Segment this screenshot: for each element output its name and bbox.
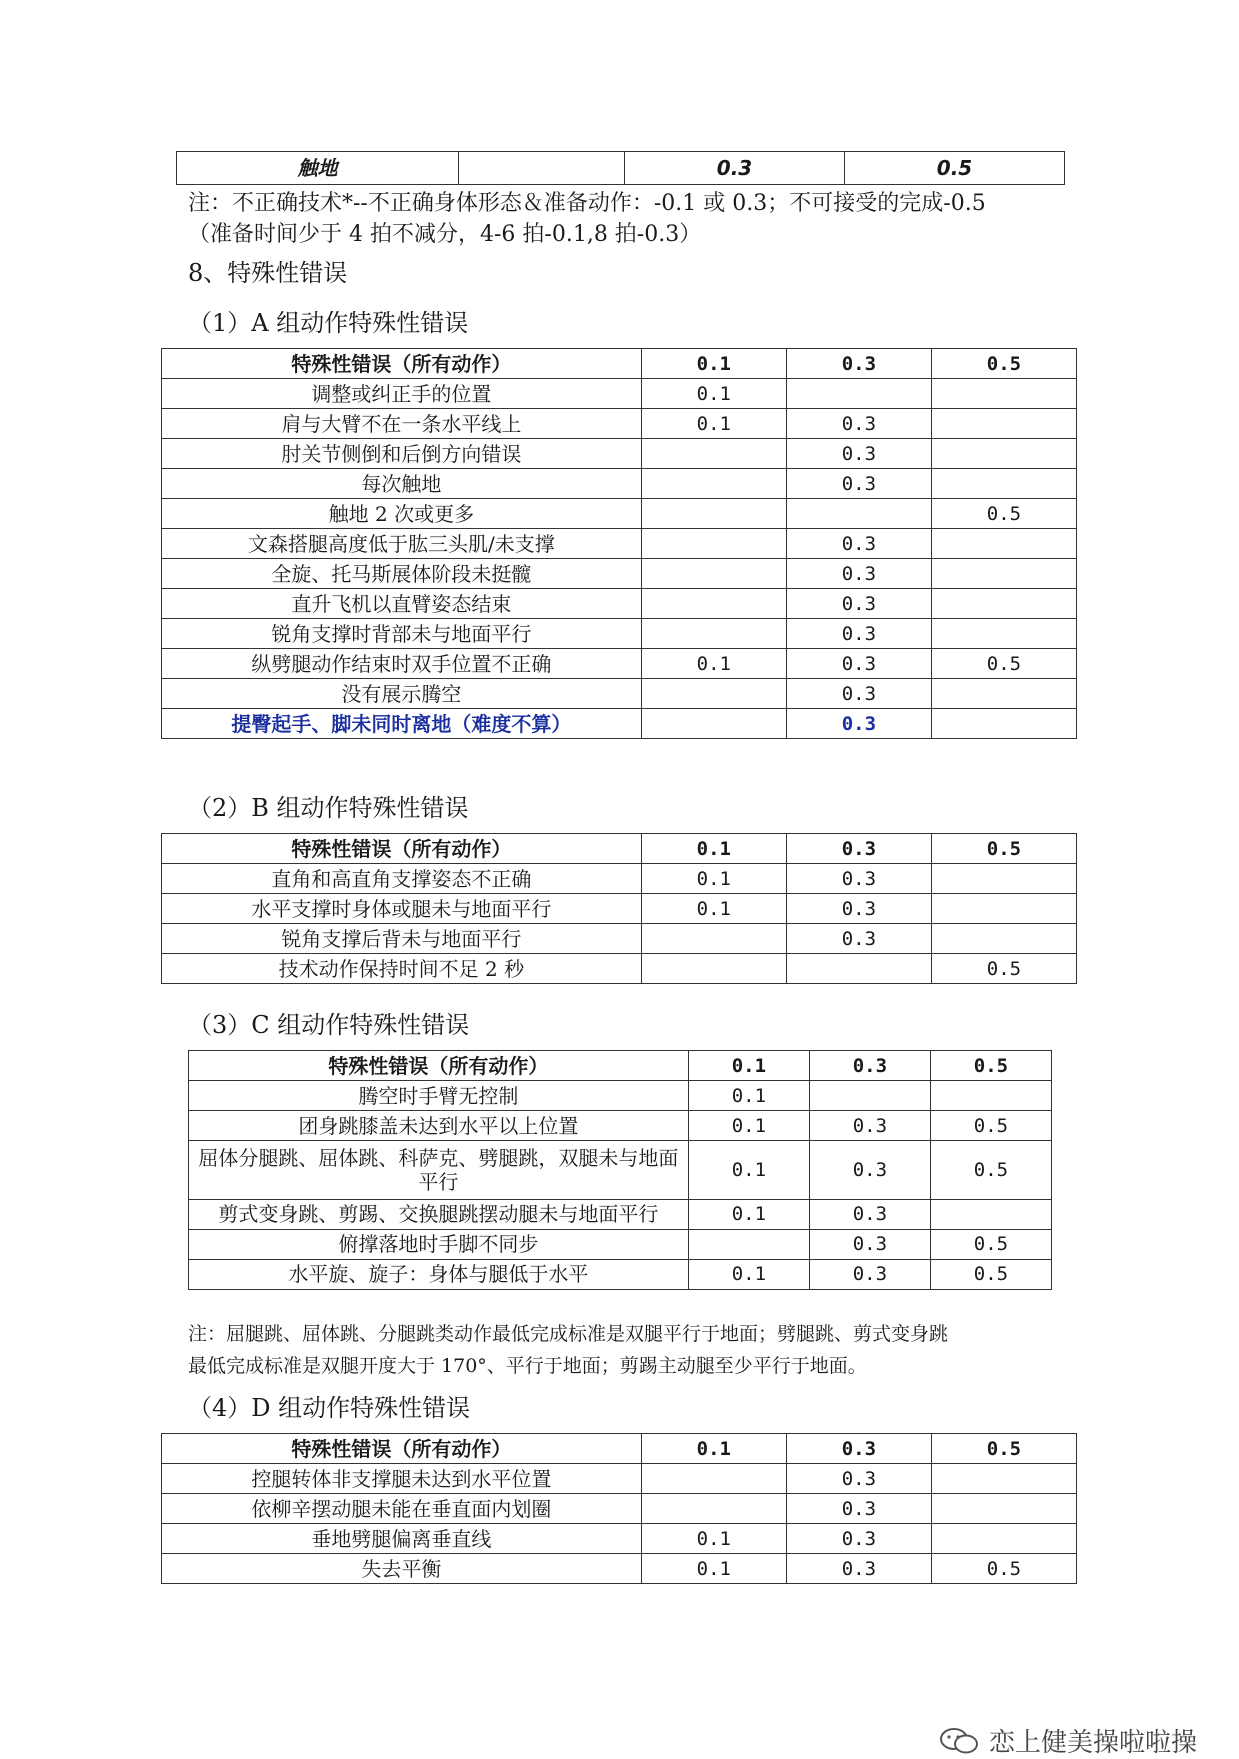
deduction-cell: [641, 924, 786, 954]
deduction-cell: [641, 619, 786, 649]
deduction-cell: [809, 1081, 930, 1111]
deduction-cell: [931, 589, 1076, 619]
table-header-row: [162, 349, 1077, 379]
deduction-cell: 0.1: [641, 1524, 786, 1554]
error-description-cell: 没有展示腾空: [162, 679, 642, 709]
error-description-cell: 调整或纠正手的位置: [162, 379, 642, 409]
top-cell-label: 触地: [177, 152, 459, 185]
header-cell-score: 0.5: [931, 1434, 1076, 1464]
deduction-cell: 0.1: [688, 1199, 809, 1229]
header-cell-score: 0.1: [641, 1434, 786, 1464]
deduction-cell: [931, 924, 1076, 954]
deduction-cell: 0.3: [786, 679, 931, 709]
deduction-cell: [931, 1524, 1076, 1554]
deduction-cell: [931, 529, 1076, 559]
deduction-cell: [641, 954, 786, 984]
header-cell-score: 0.3: [786, 1434, 931, 1464]
table-row: [189, 1111, 1052, 1141]
table-row: [189, 1259, 1052, 1289]
error-description-cell: 垂地劈腿偏离垂直线: [162, 1524, 642, 1554]
deduction-cell: 0.3: [786, 409, 931, 439]
error-description-cell: 肩与大臂不在一条水平线上: [162, 409, 642, 439]
deduction-cell: 0.1: [641, 1554, 786, 1584]
deduction-cell: 0.5: [931, 954, 1076, 984]
table-row: [162, 1524, 1077, 1554]
table-row: [162, 924, 1077, 954]
header-cell-score: 0.1: [641, 349, 786, 379]
header-cell-score: 0.3: [809, 1051, 930, 1081]
deduction-cell: [641, 1494, 786, 1524]
table-row: [162, 1464, 1077, 1494]
deduction-cell: [641, 679, 786, 709]
table-row: [162, 379, 1077, 409]
top-cell-value: 0.5: [845, 152, 1065, 185]
error-description-cell: 每次触地: [162, 469, 642, 499]
deduction-cell: 0.3: [809, 1111, 930, 1141]
error-description-cell: 锐角支撑后背未与地面平行: [162, 924, 642, 954]
deduction-cell: 0.1: [688, 1111, 809, 1141]
table-row: [162, 649, 1077, 679]
table-row: [177, 152, 1065, 185]
header-cell-score: 0.1: [641, 834, 786, 864]
error-description-cell: 纵劈腿动作结束时双手位置不正确: [162, 649, 642, 679]
table-row: [162, 529, 1077, 559]
error-description-cell: 触地 2 次或更多: [162, 499, 642, 529]
table-b-title: （2）B 组动作特殊性错误: [188, 794, 469, 822]
table-row: [189, 1199, 1052, 1229]
top-table: [176, 151, 1065, 185]
error-description-cell: 失去平衡: [162, 1554, 642, 1584]
deduction-cell: [931, 679, 1076, 709]
deduction-cell: 0.3: [786, 439, 931, 469]
header-cell-score: 0.5: [931, 834, 1076, 864]
deduction-cell: 0.3: [809, 1199, 930, 1229]
table-row: [162, 619, 1077, 649]
error-description-cell: 团身跳膝盖未达到水平以上位置: [189, 1111, 689, 1141]
deduction-cell: 0.5: [930, 1229, 1051, 1259]
deduction-cell: 0.3: [786, 709, 931, 739]
error-description-cell: 锐角支撑时背部未与地面平行: [162, 619, 642, 649]
watermark: [939, 1722, 1197, 1759]
table-b: [161, 833, 1077, 984]
deduction-cell: 0.3: [786, 589, 931, 619]
error-description-cell: 俯撑落地时手脚不同步: [189, 1229, 689, 1259]
deduction-cell: 0.1: [688, 1259, 809, 1289]
table-row: [189, 1229, 1052, 1259]
deduction-cell: 0.5: [931, 649, 1076, 679]
table-row: [162, 499, 1077, 529]
deduction-cell: [641, 469, 786, 499]
error-description-cell: 提臀起手、脚未同时离地（难度不算）: [162, 709, 642, 739]
deduction-cell: [931, 864, 1076, 894]
deduction-cell: 0.5: [931, 499, 1076, 529]
deduction-cell: 0.3: [786, 864, 931, 894]
deduction-cell: [641, 529, 786, 559]
table-row: [162, 439, 1077, 469]
top-cell-value: 0.3: [625, 152, 845, 185]
deduction-cell: [931, 559, 1076, 589]
header-cell-score: 0.5: [930, 1051, 1051, 1081]
watermark-text: 恋上健美操啦啦操: [988, 1728, 1197, 1758]
deduction-cell: 0.1: [688, 1081, 809, 1111]
deduction-cell: 0.3: [786, 1524, 931, 1554]
deduction-cell: 0.3: [786, 469, 931, 499]
table-row: [162, 589, 1077, 619]
table-row: [162, 1554, 1077, 1584]
deduction-cell: 0.5: [930, 1141, 1051, 1200]
deduction-cell: [786, 499, 931, 529]
deduction-cell: [641, 439, 786, 469]
deduction-cell: 0.3: [786, 1464, 931, 1494]
deduction-cell: [688, 1229, 809, 1259]
deduction-cell: [931, 379, 1076, 409]
table-header-row: [189, 1051, 1052, 1081]
deduction-cell: [641, 499, 786, 529]
table-a-title: （1）A 组动作特殊性错误: [188, 309, 469, 337]
deduction-cell: 0.1: [641, 409, 786, 439]
note-line: 注：不正确技术*--不正确身体形态＆准备动作：-0.1 或 0.3；不可接受的完成-0.5: [188, 191, 986, 216]
error-description-cell: 依柳辛摆动腿未能在垂直面内划圈: [162, 1494, 642, 1524]
deduction-cell: [931, 894, 1076, 924]
table-row: [162, 894, 1077, 924]
table-c: [188, 1050, 1052, 1290]
deduction-cell: [931, 1464, 1076, 1494]
deduction-cell: 0.1: [688, 1141, 809, 1200]
deduction-cell: 0.3: [786, 894, 931, 924]
error-description-cell: 剪式变身跳、剪踢、交换腿跳摆动腿未与地面平行: [189, 1199, 689, 1229]
deduction-cell: 0.5: [931, 1554, 1076, 1584]
header-cell-label: 特殊性错误（所有动作）: [189, 1051, 689, 1081]
deduction-cell: [930, 1199, 1051, 1229]
deduction-cell: 0.3: [786, 1554, 931, 1584]
error-description-cell: 水平支撑时身体或腿未与地面平行: [162, 894, 642, 924]
header-cell-score: 0.1: [688, 1051, 809, 1081]
deduction-cell: [931, 619, 1076, 649]
deduction-cell: [931, 1494, 1076, 1524]
header-cell-label: 特殊性错误（所有动作）: [162, 349, 642, 379]
table-row: [162, 1494, 1077, 1524]
deduction-cell: [786, 379, 931, 409]
note-line: （准备时间少于 4 拍不减分，4-6 拍-0.1,8 拍-0.3）: [188, 222, 702, 247]
deduction-cell: 0.3: [786, 649, 931, 679]
table-header-row: [162, 834, 1077, 864]
header-cell-score: 0.5: [931, 349, 1076, 379]
error-description-cell: 腾空时手臂无控制: [189, 1081, 689, 1111]
table-a: [161, 348, 1077, 739]
header-cell-score: 0.3: [786, 834, 931, 864]
top-cell-empty: [459, 152, 625, 185]
deduction-cell: [641, 589, 786, 619]
section-title: 8、特殊性错误: [188, 259, 348, 287]
error-description-cell: 文森搭腿高度低于肱三头肌/未支撑: [162, 529, 642, 559]
deduction-cell: [786, 954, 931, 984]
table-row: [189, 1141, 1052, 1200]
deduction-cell: 0.5: [930, 1111, 1051, 1141]
deduction-cell: 0.5: [930, 1259, 1051, 1289]
table-c-title: （3）C 组动作特殊性错误: [188, 1011, 470, 1039]
deduction-cell: [931, 439, 1076, 469]
error-description-cell: 全旋、托马斯展体阶段未挺髋: [162, 559, 642, 589]
deduction-cell: [641, 1464, 786, 1494]
table-row: [162, 954, 1077, 984]
table-d-title: （4）D 组动作特殊性错误: [188, 1394, 471, 1422]
table-row: [162, 709, 1077, 739]
error-description-cell: 屈体分腿跳、屈体跳、科萨克、劈腿跳，双腿未与地面平行: [189, 1141, 689, 1200]
table-row: [162, 864, 1077, 894]
table-row: [162, 559, 1077, 589]
table-d: [161, 1433, 1077, 1584]
wechat-bubble-icon: [939, 1727, 979, 1755]
header-cell-label: 特殊性错误（所有动作）: [162, 834, 642, 864]
deduction-cell: 0.3: [786, 619, 931, 649]
deduction-cell: 0.3: [786, 1494, 931, 1524]
deduction-cell: [930, 1081, 1051, 1111]
error-description-cell: 控腿转体非支撑腿未达到水平位置: [162, 1464, 642, 1494]
deduction-cell: 0.1: [641, 864, 786, 894]
deduction-cell: 0.3: [809, 1259, 930, 1289]
table-row: [189, 1081, 1052, 1111]
deduction-cell: [641, 709, 786, 739]
error-description-cell: 水平旋、旋子：身体与腿低于水平: [189, 1259, 689, 1289]
deduction-cell: [641, 559, 786, 589]
deduction-cell: 0.1: [641, 894, 786, 924]
error-description-cell: 肘关节侧倒和后倒方向错误: [162, 439, 642, 469]
deduction-cell: 0.3: [809, 1229, 930, 1259]
error-description-cell: 直升飞机以直臂姿态结束: [162, 589, 642, 619]
error-description-cell: 技术动作保持时间不足 2 秒: [162, 954, 642, 984]
deduction-cell: 0.1: [641, 649, 786, 679]
header-cell-score: 0.3: [786, 349, 931, 379]
deduction-cell: [931, 469, 1076, 499]
deduction-cell: [931, 409, 1076, 439]
note-line: 注：屈腿跳、屈体跳、分腿跳类动作最低完成标准是双腿平行于地面；劈腿跳、剪式变身跳: [188, 1323, 949, 1345]
table-row: [162, 409, 1077, 439]
table-row: [162, 679, 1077, 709]
table-header-row: [162, 1434, 1077, 1464]
table-row: [162, 469, 1077, 499]
error-description-cell: 直角和高直角支撑姿态不正确: [162, 864, 642, 894]
deduction-cell: [931, 709, 1076, 739]
note-line: 最低完成标准是双腿开度大于 170°、平行于地面；剪踢主动腿至少平行于地面。: [188, 1355, 867, 1377]
header-cell-label: 特殊性错误（所有动作）: [162, 1434, 642, 1464]
deduction-cell: 0.3: [786, 924, 931, 954]
deduction-cell: 0.1: [641, 379, 786, 409]
deduction-cell: 0.3: [809, 1141, 930, 1200]
deduction-cell: 0.3: [786, 559, 931, 589]
deduction-cell: 0.3: [786, 529, 931, 559]
